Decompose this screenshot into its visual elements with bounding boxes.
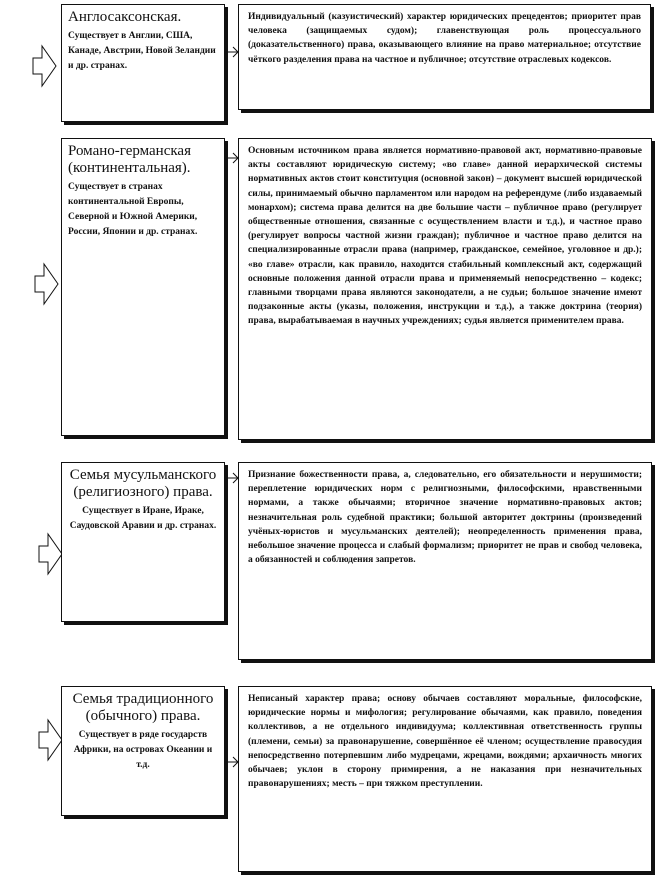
- family-description-text: Неписаный характер права; основу обычаев составляют моральные, философские, юридические нормы и мифология; регулирование обычаями, как правило, поведения коллективов, а не отдельного индивидуума; коллективная ответственность группы (племени, семьи) за правонарушение, совершённое её членом; осуществление правосудия непосредственно потерпевшим либо мудрецами, жрецами, вождями; архаичность многих обычаев; уклон в сторону примирения, а не наказания при незначительных правонарушениях; месть – при тяжком преступлении.: [248, 694, 642, 790]
- family-description-anglo-saxon: [238, 4, 651, 110]
- family-card-anglo-saxon: [61, 4, 225, 122]
- family-card-muslim: [61, 462, 225, 622]
- family-card-traditional: [61, 686, 225, 816]
- right-arrow-icon: [32, 44, 58, 88]
- family-title: Англосаксонская.: [68, 9, 182, 25]
- family-description-muslim: [238, 462, 652, 660]
- family-countries: Существует в ряде государств Африки, на островах Океании и т.д.: [73, 730, 213, 770]
- family-countries: Существует в странах континентальной Европы, Северной и Южной Америки, России, Японии и др. странах.: [68, 182, 198, 237]
- family-title: Романо-германская (континентальная).: [68, 143, 191, 176]
- family-title: Семья мусульманского (религиозного) права.: [69, 467, 217, 500]
- family-countries: Существует в Англии, США, Канаде, Австрии, Новой Зеландии и др. странах.: [68, 31, 216, 71]
- family-card-romano-germanic: [61, 138, 225, 436]
- family-title: Семья традиционного (обычного) права.: [72, 691, 214, 724]
- family-countries: Существует в Иране, Ираке, Саудовской Аравии и др. странах.: [69, 506, 217, 531]
- family-description-traditional: [238, 686, 652, 872]
- family-description-text: Индивидуальный (казуистический) характер юридических прецедентов; приоритет прав человека (защищаемых судом); главенствующая роль процессуального (доказательственного) права, оказывающего влияние на право материальное; отсутствие чёткого разделения права на частное и публичное; отсутствие отраслевых кодексов.: [248, 12, 641, 65]
- family-description-romano-germanic: [238, 138, 652, 440]
- family-description-text: Признание божественности права, а, следовательно, его обязательности и нерушимости; переплетение юридических норм с религиозными, философскими, нравственными нормами, а также обычаями; вторичное значение нормативно-правовых актов; незначительная роль судебной практики; большой авторитет доктрины (произведений учёных-юристов и мусульманских деятелей); неопределенность применения права, небольшое значение процесса и слабый формализм; приоритет не прав и свобод человека, а обязанностей и соблюдения запретов.: [248, 470, 642, 566]
- right-arrow-icon: [34, 262, 60, 306]
- family-description-text: Основным источником права является нормативно-правовой акт, нормативно-правовые акты составляют юридическую систему; «во главе» данной иерархической системы нормативных актов стоит конституция (основной закон) – документ высшей юридической силы, принимаемый обычно парламентом или народом на референдуме (либо издаваемый монархом); система права делится на две большие части – публичное право (регулирует общественные отношения, связанные с осуществлением власти и т.д.), и частное право (регулирует вопросы частной жизни граждан); публичное и частное право делится на специализированные отрасли права (например, гражданское, семейное, уголовное и др.); «во главе» отрасли, как правило, находится стабильный комплексный акт, содержащий основные положения данной отрасли права и применяемый непосредственно – кодекс; главными творцами права являются законодатели, а не судьи; большое значение имеют подзаконные акты (указы, положения, инструкции и т.д.), а также доктрина (теория) права, вырабатываемая в научных учреждениях; судья является применителем права.: [248, 146, 642, 327]
